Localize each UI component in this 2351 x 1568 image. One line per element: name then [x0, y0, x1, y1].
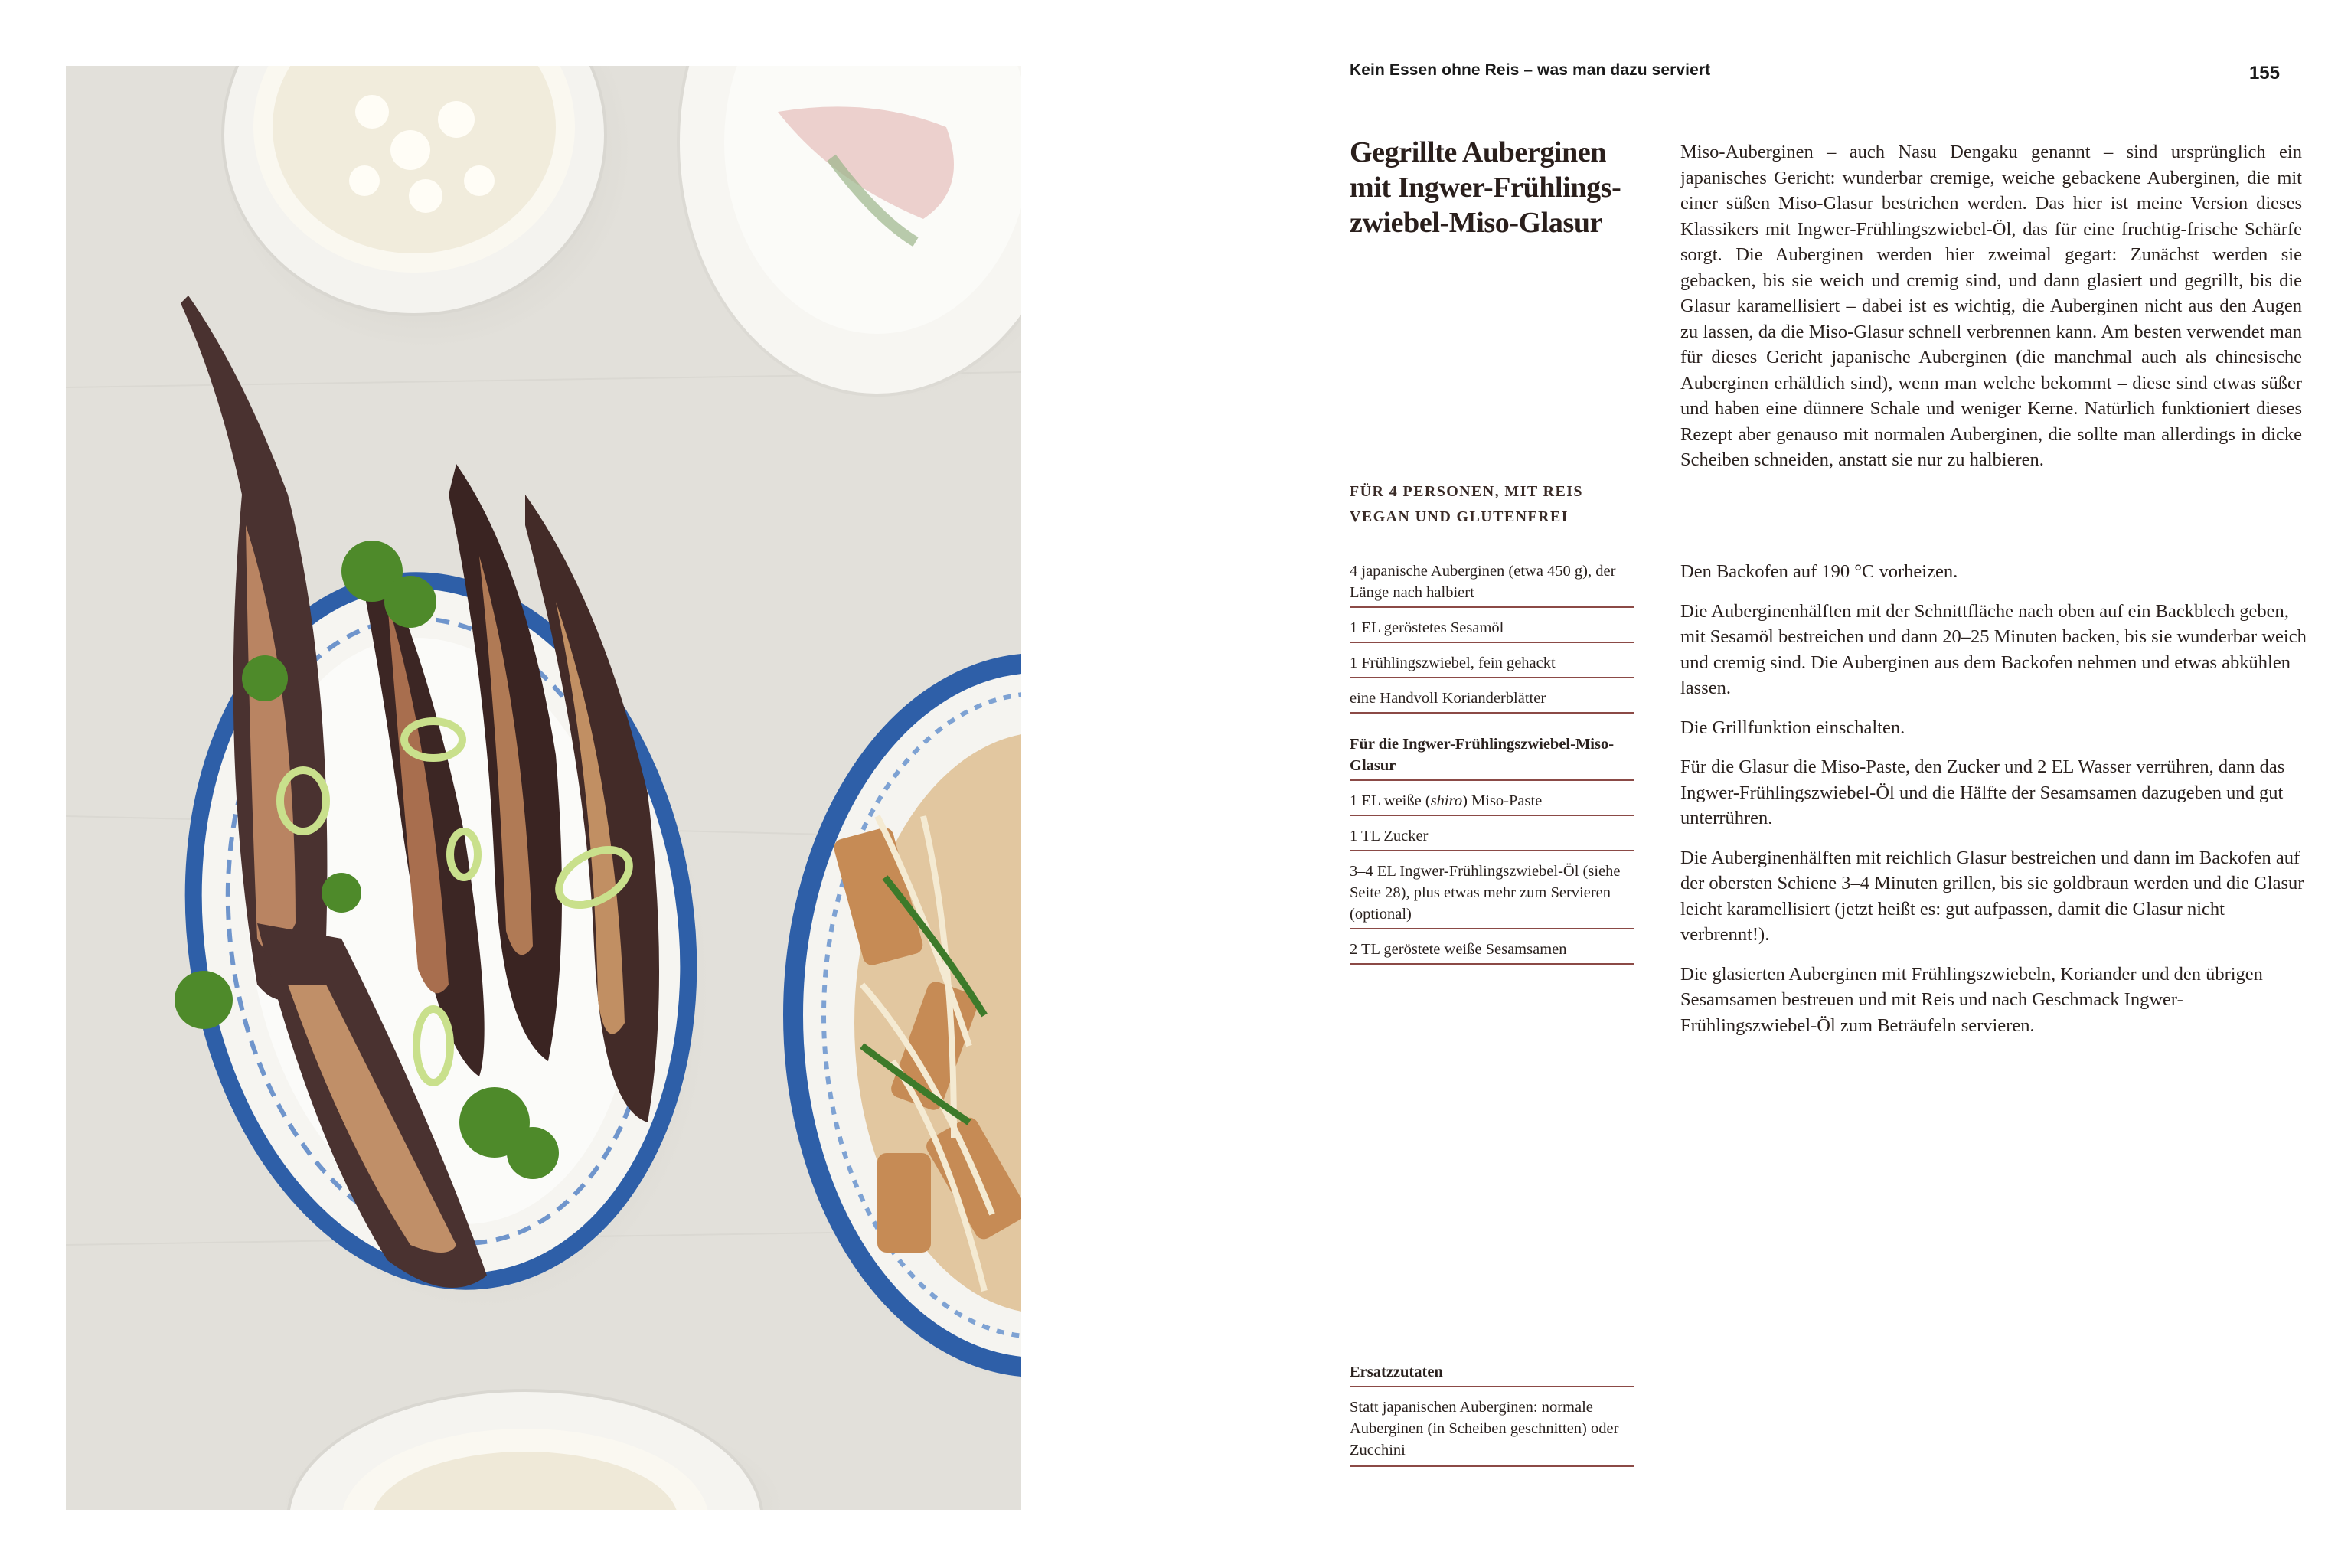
rice-bowl-bottom: [280, 1390, 785, 1510]
method-step: Die Grillfunktion einschalten.: [1680, 717, 1905, 738]
substitutes-heading: Ersatzzutaten: [1350, 1361, 1634, 1387]
ingredient-italic: shiro: [1430, 792, 1463, 809]
ingredient-text: 1 EL weiße (: [1350, 792, 1431, 809]
substitutes-text: Statt japanischen Auberginen: normale Auberginen (in Scheiben geschnitten) oder Zucchini: [1350, 1396, 1634, 1467]
ingredient-item: 3–4 EL Ingwer-Frühlingszwiebel-Öl (siehe Seite 28), plus etwas mehr zum Servieren (optional): [1350, 861, 1634, 929]
ingredient-item: eine Handvoll Korianderblätter: [1350, 688, 1634, 714]
left-page: [0, 0, 1175, 1568]
recipe-title: Gegrillte Auberginen mit Ingwer-Frühlings-zwiebel-Miso-Glasur: [1350, 136, 1621, 239]
method-step: Die Auberginenhälften mit der Schnittfläche nach oben auf ein Backblech geben, mit Sesamöl bestreichen und dann 20–25 Minuten backen, bis sie wunderbar weich und cremig sind. Die Auberginen aus dem Backofen nehmen und etwas abkühlen lassen.: [1680, 600, 2307, 698]
rice-bowl-top: [219, 66, 632, 349]
ingredient-text: ) Miso-Paste: [1462, 792, 1543, 809]
ingredient-item: [1350, 790, 1634, 816]
ingredient-item: 4 japanische Auberginen (etwa 450 g), der Länge nach halbiert: [1350, 560, 1634, 608]
diet-line: VEGAN UND GLUTENFREI: [1350, 508, 1569, 525]
method-step: Den Backofen auf 190 °C vorheizen.: [1680, 561, 1958, 582]
method-step: Die Auberginenhälften mit reichlich Glasur bestreichen und dann im Backofen auf der obersten Schiene 3–4 Minuten grillen, bis sie goldbraun werden und die Glasur leicht karamellisiert (jetzt heißt es: gut aufpassen, damit die Glasur nicht verbrennt!).: [1680, 847, 2304, 945]
ingredients-list: [1350, 560, 1634, 974]
servings-line: FÜR 4 PERSONEN, MIT REIS: [1350, 483, 1583, 500]
page-number: 155: [2248, 63, 2280, 83]
ingredient-item: 1 Frühlingszwiebel, fein gehackt: [1350, 652, 1634, 678]
bowl-stir-fry: [778, 655, 1021, 1390]
servings-info: [1350, 479, 1641, 530]
right-page: [1175, 0, 2351, 1568]
plate-top-right: [678, 66, 1021, 403]
method-step: Für die Glasur die Miso-Paste, den Zucker und 2 EL Wasser verrühren, dann das Ingwer-Frühlingszwiebel-Öl und die Hälfte der Sesamsamen dazugeben und gut unterrühren.: [1680, 756, 2285, 828]
substitutes-box: [1350, 1361, 1634, 1467]
food-photo-illustration: [66, 66, 1021, 1510]
running-head: Kein Essen ohne Reis – was man dazu serviert: [1350, 61, 1711, 79]
food-photo: [66, 66, 1021, 1510]
ingredient-item: 1 EL geröstetes Sesamöl: [1350, 617, 1634, 643]
ingredient-item: 2 TL geröstete weiße Sesamsamen: [1350, 939, 1634, 965]
method-steps: [1680, 559, 2308, 1052]
platter-aubergines: [149, 296, 756, 1345]
glaze-heading: Für die Ingwer-Frühlingszwiebel-Miso-Glasur: [1350, 733, 1634, 781]
ingredient-item: 1 TL Zucker: [1350, 825, 1634, 851]
method-step: Die glasierten Auberginen mit Frühlingszwiebeln, Koriander und den übrigen Sesamsamen bestreuen und mit Reis und nach Geschmack Ingwer-Frühlingszwiebel-Öl zum Beträufeln servieren.: [1680, 963, 2263, 1036]
recipe-intro: Miso-Auberginen – auch Nasu Dengaku genannt – sind ursprünglich ein japanisches Gericht: wunderbar cremige, weiche gebackene Auberginen, die mit einer süßen Miso-Glasur bestrichen werden. Das hier ist meine Version dieses Klassikers mit Ingwer-Frühlingszwiebel-Öl, das für eine fruchtig-frische Schärfe sorgt. Die Auberginen werden hier zweimal gegart: Zunächst werden sie gebacken, bis sie weich und cremig sind, und dann glasiert und gegrillt, bis die Glasur karamellisiert – dabei ist es wichtig, die Auberginen nicht aus den Augen zu lassen, da die Miso-Glasur schnell verbrennen kann. Am besten verwendet man für dieses Gericht japanische Auberginen (die manchmal auch als chinesische Auberginen erhältlich sind), wenn man welche bekommt – diese sind etwas süßer und haben eine dünnere Schale und weniger Kerne. Natürlich funktioniert dieses Rezept aber genauso mit normalen Auberginen, die sollte man allerdings in dicke Scheiben schneiden, anstatt sie nur zu halbieren.: [1680, 142, 2302, 470]
